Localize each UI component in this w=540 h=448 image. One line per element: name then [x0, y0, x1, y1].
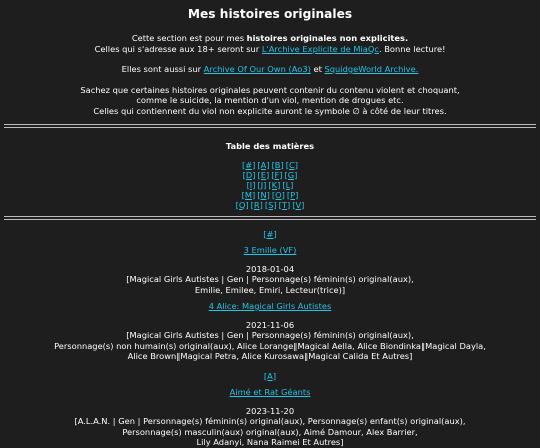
toc-link[interactable]: [A] [257, 159, 270, 170]
section-anchor-link[interactable]: [A] [263, 370, 277, 381]
intro-text: Celles qui s'adresse aux 18+ seront sur [94, 43, 262, 54]
section-heading [0, 371, 540, 382]
story-tags: [Magical Girls Autistes | Gen | Personnage(s) féminin(s) original(aux), [126, 274, 414, 284]
story-tags: Alice Brown‖Magical Petra, Alice Kurosawa‖Magical Calida Et Autres] [127, 351, 413, 361]
story-meta [0, 406, 540, 448]
intro-line-3 [0, 64, 540, 75]
toc-row [0, 160, 540, 170]
warning-line: comme le suicide, la mention d'un viol, mention de drogues etc. [136, 95, 404, 105]
toc-link[interactable]: [I] [246, 179, 256, 190]
toc-link[interactable]: [E] [257, 169, 270, 180]
section-anchor-link[interactable]: [#] [263, 228, 277, 239]
toc-link[interactable]: [O] [271, 189, 285, 200]
warning-line: Celles qui contiennent du viol non explicite auront le symbole ∅ à côté de leur titres. [93, 105, 447, 116]
story-date: 2023-11-20 [245, 405, 295, 416]
toc-link[interactable]: [N] [257, 189, 270, 200]
toc-link[interactable]: [G] [284, 169, 298, 180]
intro-line-1 [0, 33, 540, 44]
toc-link[interactable]: [D] [242, 169, 256, 180]
section-heading [0, 229, 540, 240]
toc-row [0, 200, 540, 210]
toc-link[interactable]: [K] [268, 179, 281, 190]
story-link[interactable]: 4 Alice: Magical Girls Autistes [208, 301, 332, 311]
toc-row [0, 190, 540, 200]
story-title [0, 301, 540, 312]
intro-text: . Bonne lecture! [378, 43, 446, 54]
content-warning [0, 85, 540, 117]
story-tags: Personnage(s) non humain(s) original(aux), Alice Lorange‖Magical Aella, Alice Biondinka‖Magical Dayla, [54, 340, 486, 351]
page-title: Mes histoires originales [187, 7, 353, 21]
toc-link[interactable]: [C] [285, 159, 299, 170]
toc-link[interactable]: [M] [241, 189, 256, 200]
story-date: 2021-11-06 [245, 319, 295, 330]
intro-bold: histoires originales non explicites. [246, 33, 409, 43]
story-tags: [Magical Girls Autistes | Gen | Personnage(s) féminin(s) original(aux), [126, 330, 414, 340]
toc-link[interactable]: [F] [271, 169, 283, 180]
story-date: 2018-01-04 [245, 263, 295, 274]
toc-link[interactable]: [#] [241, 159, 256, 170]
table-of-contents [0, 160, 540, 210]
divider [4, 124, 536, 128]
ao3-link[interactable]: Archive Of Our Own (Ao3) [203, 64, 311, 74]
story-title [0, 245, 540, 256]
warning-line: Sachez que certaines histoires originales peuvent contenir du contenu violent et choquant, [80, 84, 460, 95]
story-list [0, 229, 540, 448]
intro-line-2 [0, 44, 540, 55]
story-tags: Emilie, Emilee, Emiri, Lecteur(trice)] [194, 284, 346, 295]
story-link[interactable]: 3 Emilie (VF) [243, 245, 297, 255]
toc-title: Table des matières [225, 141, 315, 151]
toc-row [0, 180, 540, 190]
squidgeworld-link[interactable]: SquidgeWorld Archive. [324, 64, 419, 74]
toc-link[interactable]: [Q] [235, 199, 249, 210]
divider [4, 216, 536, 220]
story-meta [0, 264, 540, 296]
toc-link[interactable]: [V] [292, 199, 305, 210]
toc-row [0, 170, 540, 180]
toc-link[interactable]: [L] [282, 179, 294, 190]
toc-link[interactable]: [T] [278, 199, 291, 210]
toc-link[interactable]: [P] [286, 189, 299, 200]
intro-text: Elles sont aussi sur [121, 64, 204, 74]
story-title [0, 387, 540, 398]
story-tags: Personnage(s) masculin(aux) original(aux), Aimé Damour, Alex Barrier, [122, 426, 418, 437]
toc-link[interactable]: [B] [271, 159, 284, 170]
story-tags: [A.L.A.N. | Gen | Personnage(s) féminin(s) original(aux), Personnage(s) enfant(s) original(aux), [74, 416, 466, 426]
toc-link[interactable]: [S] [264, 199, 277, 210]
story-tags: Lily Adanyi, Nana Raimei Et Autres] [196, 437, 344, 447]
toc-link[interactable]: [R] [250, 199, 263, 210]
toc-link[interactable]: [J] [257, 179, 267, 190]
explicit-archive-link[interactable]: L'Archive Explicite de MiaQc [261, 43, 379, 54]
story-link[interactable]: Aimé et Rat Géants [229, 387, 311, 397]
intro-text: et [310, 64, 325, 74]
intro-text: Cette section est pour mes [131, 33, 247, 43]
story-meta [0, 320, 540, 362]
